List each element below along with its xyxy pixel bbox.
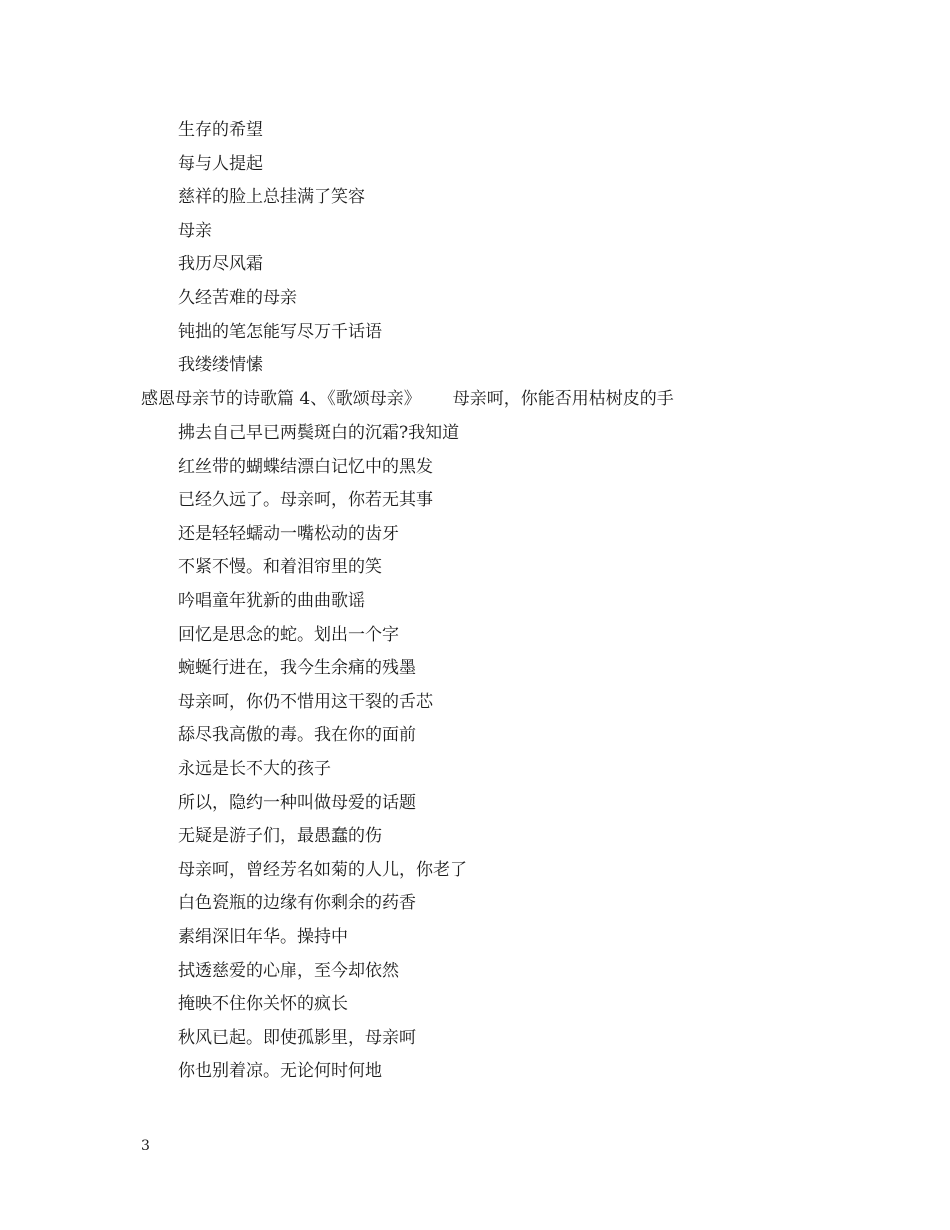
poem-line: 红丝带的蝴蝶结漂白记忆中的黑发: [178, 456, 433, 477]
poem-line: 还是轻轻蠕动一嘴松动的齿牙: [178, 523, 399, 544]
poem-line: 不紧不慢。和着泪帘里的笑: [178, 557, 382, 578]
poem-line: 生存的希望: [178, 120, 263, 140]
poem-line: 母亲呵，你仍不惜用这干裂的舌芯: [178, 691, 433, 712]
poem-line: 钝拙的笔怎能写尽万千话语: [178, 321, 382, 342]
section-heading: 感恩母亲节的诗歌篇 4、《歌颂母亲》: [141, 389, 421, 409]
section-first-line: 母亲呵，你能否用枯树皮的手: [452, 389, 674, 409]
poem-line: 吟唱童年犹新的曲曲歌谣: [178, 590, 365, 611]
poem-line: 已经久远了。母亲呵，你若无其事: [178, 490, 433, 511]
poem-block-1: [178, 118, 382, 387]
section-heading-row: [141, 387, 674, 411]
poem-line: 舔尽我高傲的毒。我在你的面前: [178, 725, 416, 746]
poem-line: 每与人提起: [178, 153, 263, 174]
poem-line: 母亲呵，曾经芳名如菊的人儿，你老了: [178, 859, 467, 880]
poem-line: 永远是长不大的孩子: [178, 758, 331, 779]
poem-line: 母亲: [178, 220, 212, 241]
poem-line: 白色瓷瓶的边缘有你剩余的药香: [178, 893, 416, 914]
poem-line: 秋风已起。即使孤影里，母亲呵: [178, 1027, 416, 1048]
poem-block-2: [178, 421, 467, 1093]
poem-line: 你也别着凉。无论何时何地: [178, 1061, 382, 1082]
poem-line: 掩映不住你关怀的疯长: [178, 994, 348, 1015]
page-number: 3: [141, 1138, 150, 1154]
poem-line: 拭透慈爱的心扉，至今却依然: [178, 960, 399, 981]
poem-line: 蜿蜒行进在，我今生余痛的残墨: [178, 658, 416, 679]
poem-line: 我缕缕情愫: [178, 355, 263, 376]
poem-line: 久经苦难的母亲: [178, 287, 297, 308]
poem-line: 所以，隐约一种叫做母爱的话题: [178, 792, 416, 813]
poem-line: 拂去自己早已两鬓斑白的沉霜?我知道: [178, 423, 460, 443]
poem-line: 慈祥的脸上总挂满了笑容: [178, 187, 365, 208]
poem-line: 回忆是思念的蛇。划出一个字: [178, 624, 399, 645]
poem-line: 素绢深旧年华。操持中: [178, 926, 348, 947]
poem-line: 无疑是游子们，最愚蠢的伤: [178, 826, 382, 847]
poem-line: 我历尽风霜: [178, 254, 263, 275]
